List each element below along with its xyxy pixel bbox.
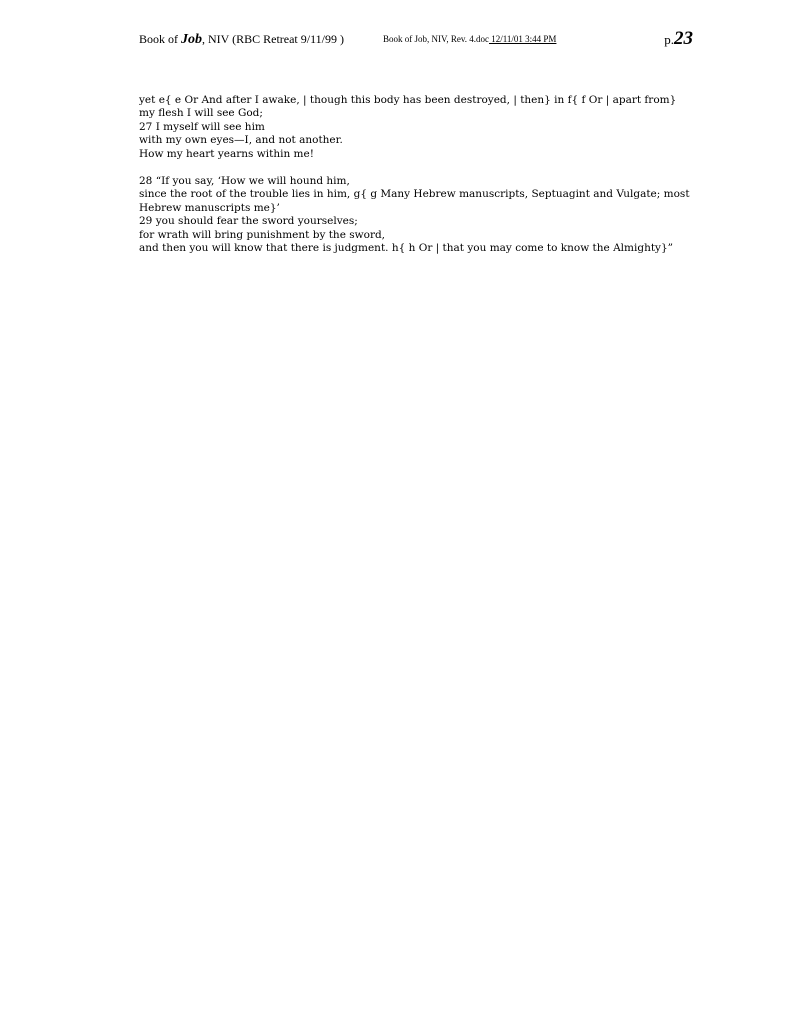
text-line: for wrath will bring punishment by the sword, [139, 228, 386, 241]
header-title-rest: , NIV (RBC Retreat 9/11/99 ) [202, 32, 344, 46]
page-number-label: p. [664, 32, 674, 47]
header-doc-info [383, 34, 556, 44]
page-number [664, 28, 693, 50]
page-number-value: 23 [674, 28, 693, 49]
header-doc-name: Book of Job, NIV, Rev. 4.doc [383, 34, 489, 44]
header-book-name: Job [181, 32, 202, 47]
text-line: 29 you should fear the sword yourselves; [139, 215, 358, 228]
page-header [139, 28, 693, 50]
text-line: How my heart yearns within me! [139, 147, 314, 160]
paragraph-gap [139, 161, 699, 175]
header-book-prefix: Book of [139, 32, 181, 46]
header-doc-date: 12/11/01 3:44 PM [489, 34, 557, 44]
text-line: since the root of the trouble lies in him, g{ g Many Hebrew manuscripts, Septuagint and Vulgate; most [139, 188, 690, 201]
text-line: with my own eyes—I, and not another. [139, 134, 343, 147]
scripture-text [139, 94, 699, 255]
paragraph [139, 94, 699, 161]
text-line: and then you will know that there is judgment. h{ h Or | that you may come to know the Almighty}” [139, 242, 674, 255]
header-title [139, 32, 344, 48]
text-line: yet e{ e Or And after I awake, | though this body has been destroyed, | then} in f{ f Or | apart from} [139, 94, 677, 106]
text-line: my flesh I will see God; [139, 107, 263, 120]
text-line: 28 “If you say, ‘How we will hound him, [139, 175, 350, 188]
text-line: 27 I myself will see him [139, 120, 265, 133]
paragraph [139, 175, 699, 255]
text-line: Hebrew manuscripts me}’ [139, 201, 280, 214]
